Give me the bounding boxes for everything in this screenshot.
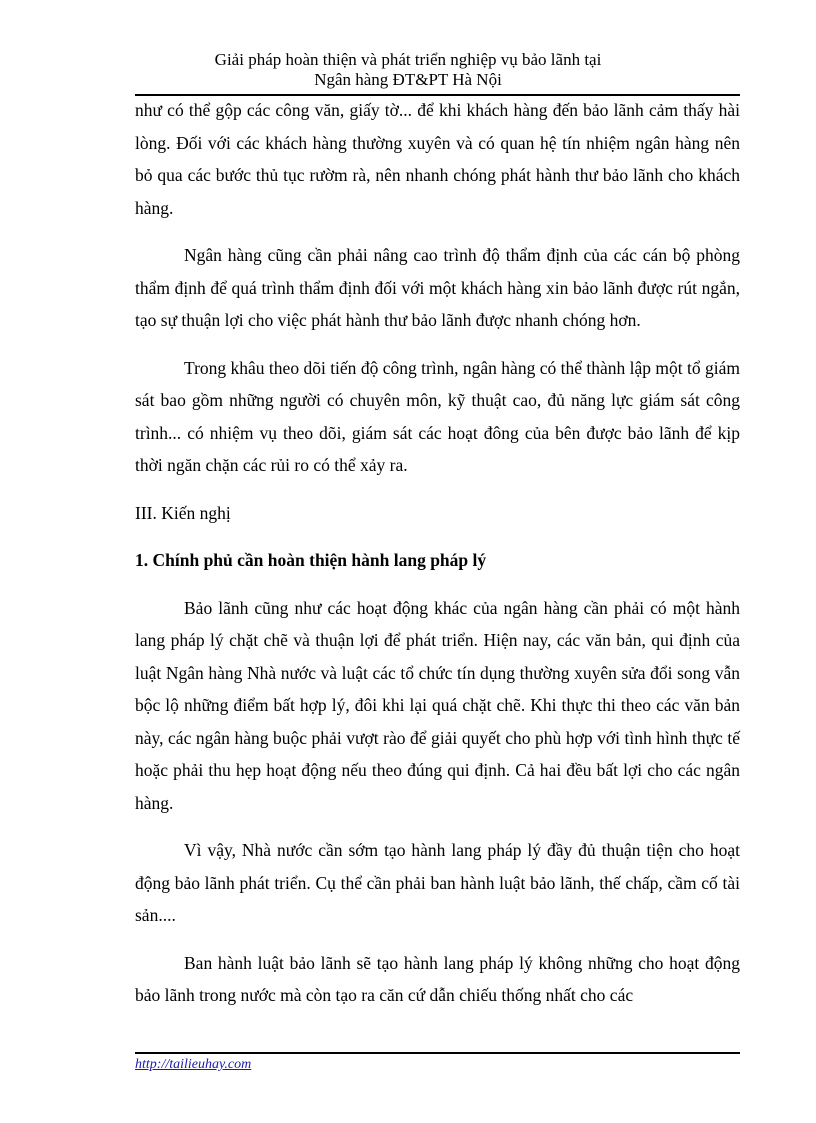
paragraph-guarantee-law: Ban hành luật bảo lãnh sẽ tạo hành lang pháp lý không những cho hoạt động bảo lãnh trong nước mà còn tạo ra căn cứ dẫn chiếu thống nhất cho các [135,952,740,1005]
paragraph-state-action: Vì vậy, Nhà nước cần sớm tạo hành lang pháp lý đầy đủ thuận tiện cho hoạt động bảo lãnh phát triển. Cụ thể cần phải ban hành luật bảo lãnh, thế chấp, cầm cố tài sản.... [135,840,740,925]
paragraph-appraisal: Ngân hàng cũng cần phải nâng cao trình độ thẩm định của các cán bộ phòng thẩm định để quá trình thẩm định đối với một khách hàng xin bảo lãnh được rút ngắn, tạo sự thuận lợi cho việc phát hành thư bảo lãnh được nhanh chóng hơn. [135,245,740,330]
paragraph-legal-framework: Bảo lãnh cũng như các hoạt động khác của ngân hàng cần phải có một hành lang pháp lý chặt chẽ và thuận lợi để phát triển. Hiện nay, các văn bản, qui định của luật Ngân hàng Nhà nước và luật các tổ chức tín dụng thường xuyên sửa đổi song vẫn bộc lộ những điểm bất hợp lý, đôi khi lại quá chặt chẽ. Khi thực thi theo các văn bản này, các ngân hàng buộc phải vượt rào để giải quyết cho phù hợp với tình hình thực tế hoặc phải thu hẹp hoạt động nếu theo đúng qui định. Cả hai đều bất lợi cho các ngân hàng. [135,597,740,813]
header-title-line-1: Giải pháp hoàn thiện và phát triển nghiệp vụ bảo lãnh tại [214,50,602,69]
page-header [0,50,816,90]
footer-divider [135,1052,740,1054]
header-title-line-2: Ngân hàng ĐT&PT Hà Nội [314,70,502,89]
paragraph-monitoring: Trong khâu theo dõi tiến độ công trình, ngân hàng có thể thành lập một tổ giám sát bao gồm những người có chuyên môn, kỹ thuật cao, đủ năng lực giám sát công trình... có nhiệm vụ theo dõi, giám sát các hoạt đông của bên được bảo lãnh để kịp thời ngăn chặn các rủi ro có thể xảy ra. [135,357,740,475]
subsection-heading: 1. Chính phủ cần hoàn thiện hành lang pháp lý [135,550,487,570]
paragraph-continuation: như có thể gộp các công văn, giấy tờ... để khi khách hàng đến bảo lãnh cảm thấy hài lòng. Đối với các khách hàng thường xuyên và có quan hệ tín nhiệm ngân hàng nên bỏ qua các bước thủ tục rườm rà, nên nhanh chóng phát hành thư bảo lãnh cho khách hàng. [135,100,740,218]
section-title: III. Kiến nghị [135,502,231,523]
footer-link[interactable]: http://tailieuhay.com [135,1057,252,1072]
document-body [135,94,740,1027]
